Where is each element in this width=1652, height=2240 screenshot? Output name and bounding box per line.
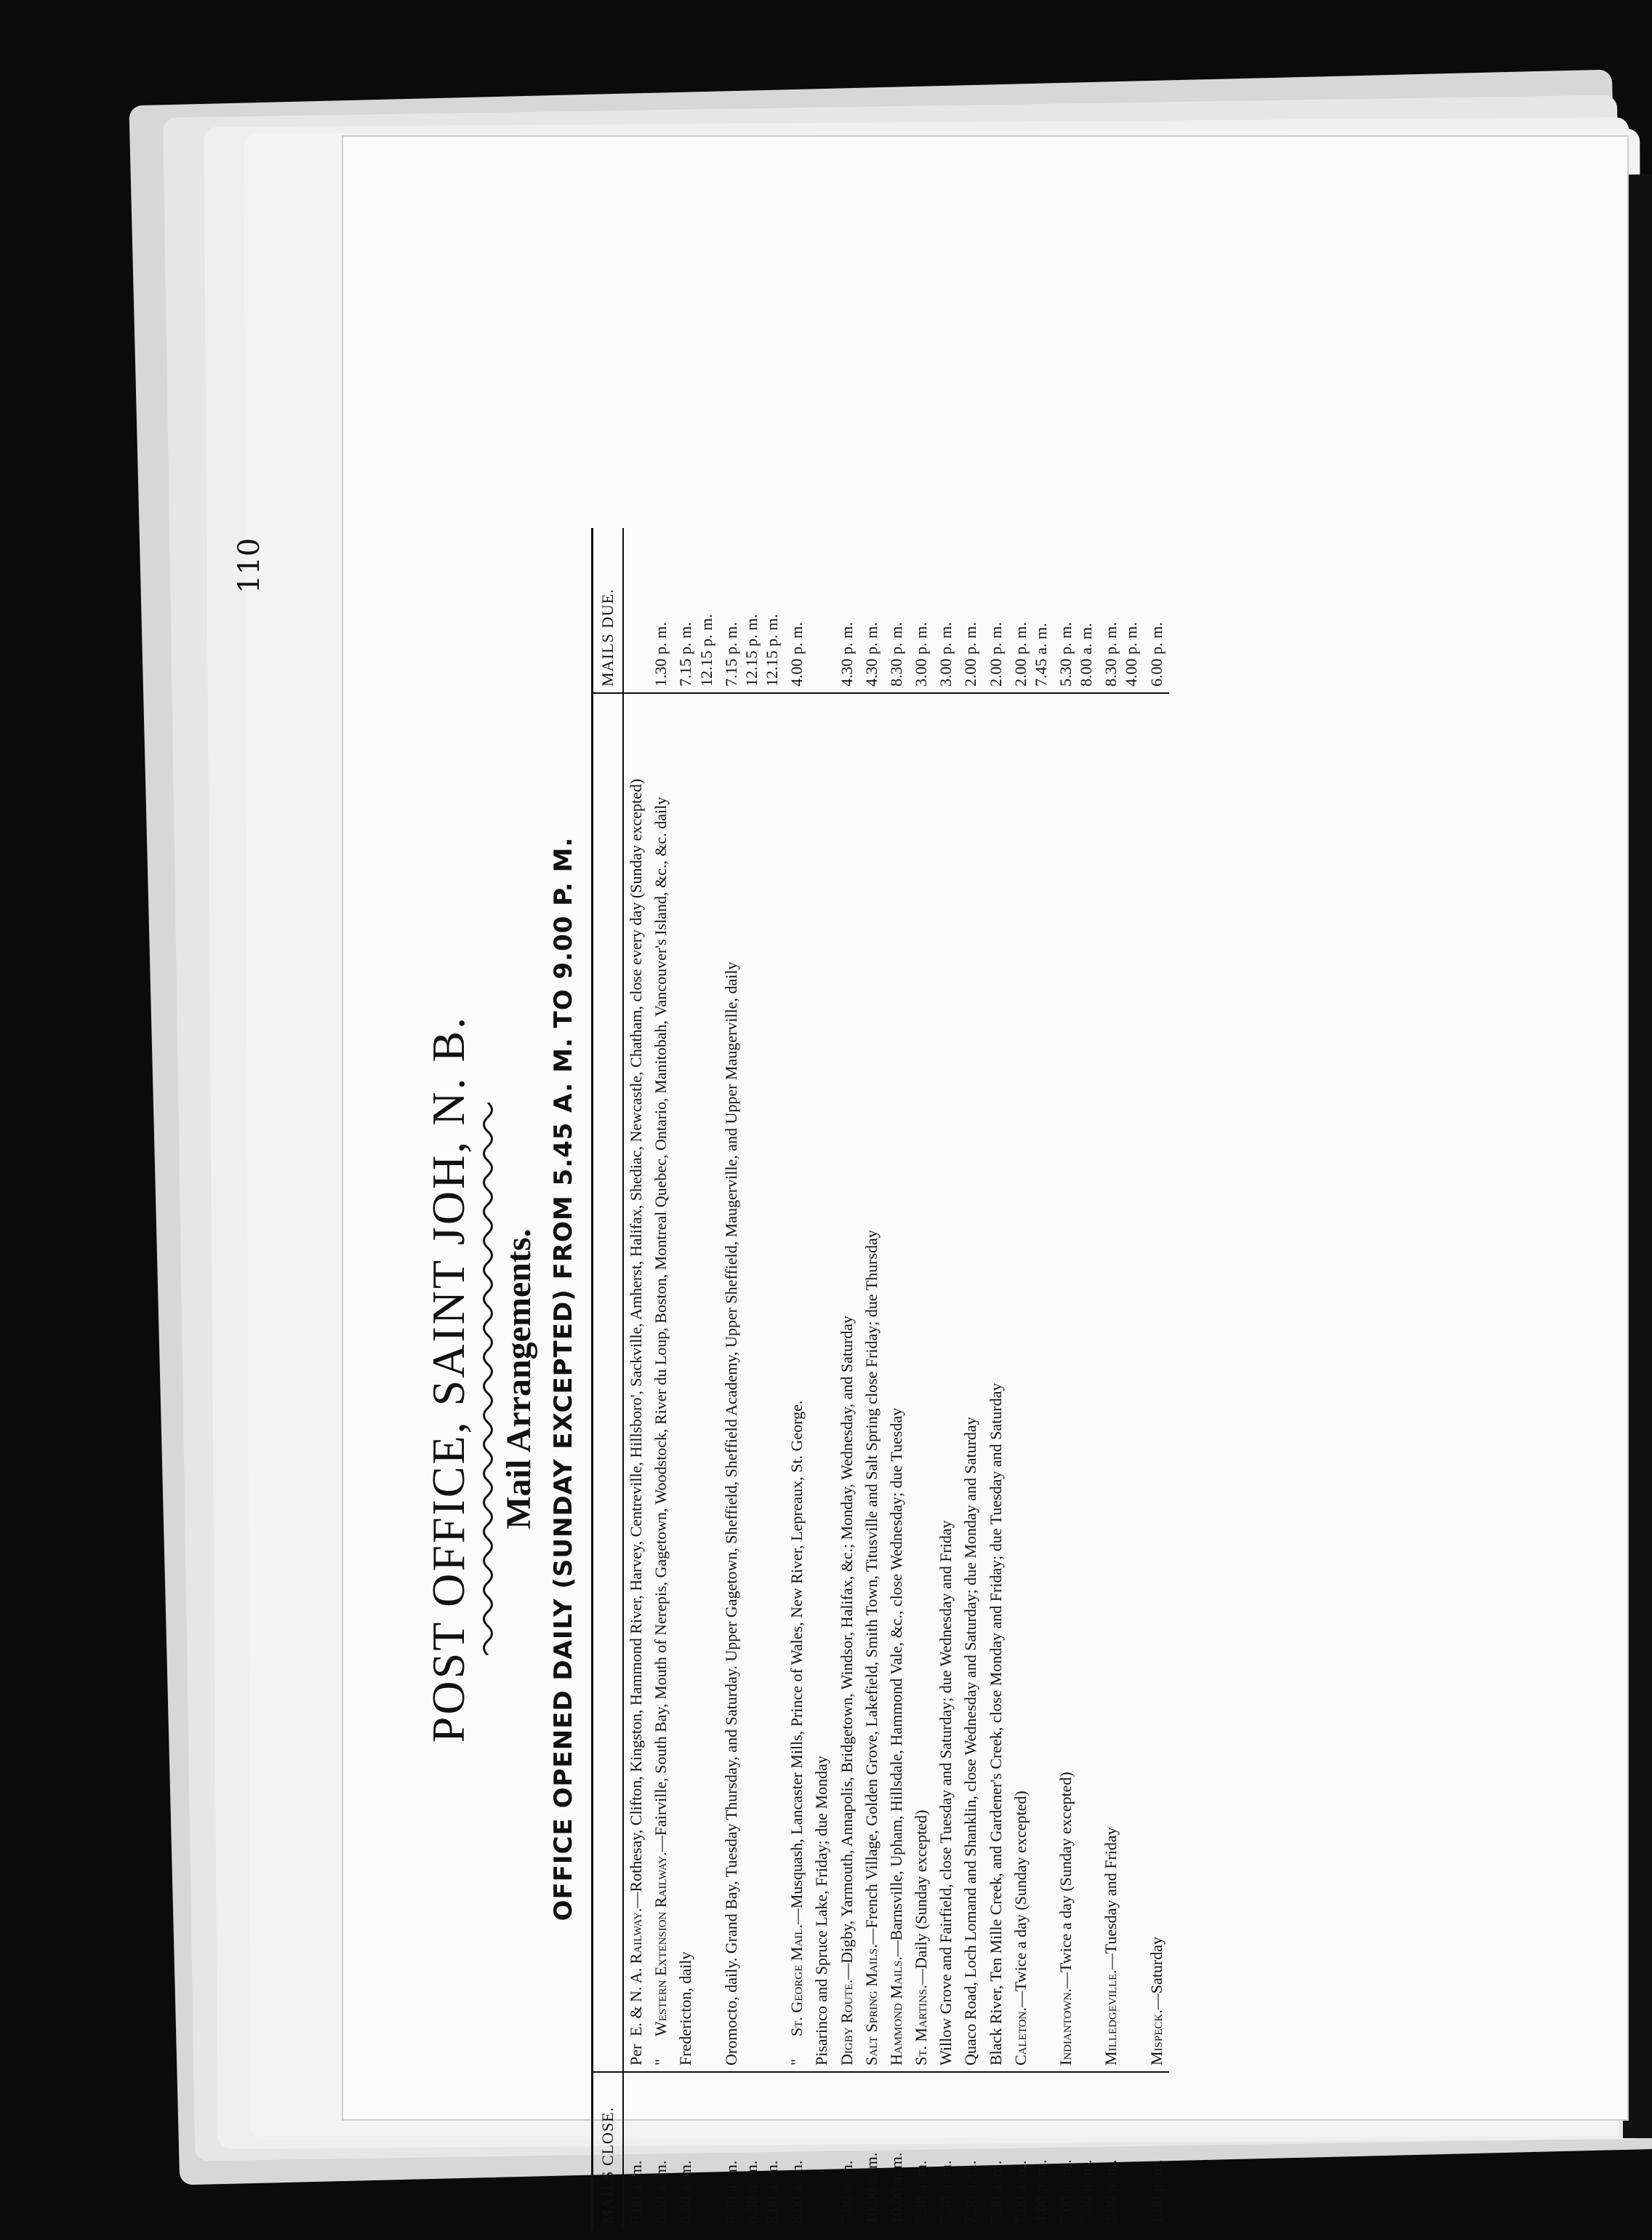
mail-due-time: 7.15 p. m. 12.15 p. m.	[673, 528, 718, 693]
mail-close-time: 1.00 p. m.	[1144, 2072, 1169, 2230]
table-row	[884, 528, 909, 2230]
mail-route	[909, 693, 934, 2072]
section-subtitle: Mail Arrangements.	[500, 1228, 538, 1529]
table-row	[623, 528, 649, 2230]
mail-close-time: 7.30 a. m.	[909, 2072, 934, 2230]
mail-route	[934, 693, 958, 2072]
mail-due-time: 5.30 p. m. 8.00 a. m.	[1054, 528, 1099, 693]
route-description: —Tuesday and Friday	[1102, 1827, 1120, 1970]
route-name: Salt Spring Mails.	[862, 1944, 881, 2065]
mail-close-time: 8.00 a. m.	[785, 2072, 809, 2230]
route-name: Hammond Mails.	[886, 1956, 905, 2065]
mail-close-time: 7.00 p. m. 7.30 p. m.	[1054, 2072, 1099, 2230]
mail-due-time: 2.00 p. m.	[958, 528, 983, 693]
table-row	[859, 528, 884, 2230]
mail-due-time	[623, 528, 649, 693]
route-description: —Fairville, South Bay, Mouth of Nerepis, Gagetown, Woodstock, River du Loup, Boston, Montreal Quebec, Ontario, Manitobah, Vancouver's Island, &c., &c. daily	[651, 796, 670, 1852]
mail-due-time	[809, 528, 834, 693]
mail-close-time: 6.00 a. m.	[623, 2072, 649, 2230]
mail-close-time: 10.00 a. m.	[859, 2072, 884, 2230]
mail-due-time: 2.00 p. m.	[984, 528, 1009, 693]
route-description: —Daily (Sunday excepted)	[912, 1809, 931, 1985]
route-name: Milledgeville.	[1102, 1969, 1120, 2065]
route-name: Mispeck.	[1147, 2009, 1166, 2065]
mails-due-header: MAILS DUE.	[593, 528, 624, 693]
table-row	[1054, 528, 1099, 2230]
route-description: —Twice a day (Sunday excepted)	[1011, 1791, 1030, 2008]
route-description: —Rothesay, Clifton, Kingston, Hammond River, Harvey, Centreville, Hillsboro', Sackville, Amherst, Halifax, Shediac, Newcastle, Chatham, close every day (Sunday excepted)	[627, 778, 646, 1908]
mail-close-time: 2.00 p. m.	[1099, 2072, 1144, 2230]
mail-route	[859, 693, 884, 2072]
table-row	[909, 528, 934, 2230]
table-row	[1009, 528, 1054, 2230]
mail-route	[1144, 693, 1169, 2072]
route-prefix: "	[651, 2059, 670, 2065]
mail-close-time: 10.00 a. m.	[884, 2072, 909, 2230]
route-name: Digby Route.	[837, 1979, 856, 2065]
table-row	[649, 528, 673, 2230]
mail-close-time	[809, 2072, 834, 2230]
mail-route	[785, 693, 809, 2072]
table-row	[984, 528, 1009, 2230]
route-prefix: Per	[627, 2044, 646, 2065]
mail-route	[1099, 693, 1144, 2072]
mail-due-time: 4.00 p. m.	[785, 528, 809, 693]
route-description: Pisarinco and Spruce Lake, Friday; due Monday	[812, 1756, 831, 2065]
route-description: —French Village, Golden Grove, Lakefield, Smith Town, Titusville and Salt Spring close Friday; due Thursday	[862, 1230, 881, 1945]
mail-route	[1009, 693, 1054, 2072]
route-header	[593, 693, 624, 2072]
mail-route	[649, 693, 673, 2072]
route-description: Black River, Ten Mille Creek, and Gardener's Creek, close Monday and Friday; due Tuesday and Saturday	[986, 1383, 1005, 2065]
office-hours: OFFICE OPENED DAILY (SUNDAY EXCEPTED) FROM 5.45 A. M. TO 9.00 P. M.	[549, 836, 578, 1921]
route-name: Caleton.	[1011, 2007, 1030, 2065]
mail-route	[673, 693, 718, 2072]
page-number: 110	[233, 537, 266, 593]
mail-due-time: 4.30 p. m.	[859, 528, 884, 693]
table-row	[958, 528, 983, 2230]
route-name: Western Extension Railway.	[651, 1852, 670, 2036]
route-name: Indiantown.	[1056, 1988, 1075, 2065]
route-prefix: "	[787, 2059, 806, 2065]
route-description: Oromocto, daily. Grand Bay, Tuesday Thursday, and Saturday. Upper Gagetown, Sheffield, Sheffield Academy, Upper Sheffield, Maugerville, and Upper Maugerville, daily	[721, 961, 740, 2065]
mail-close-time: 6.30 a. m.	[673, 2072, 718, 2230]
mail-schedule-table	[591, 528, 1169, 2230]
mail-route	[809, 693, 834, 2072]
mail-close-time: 7.30 a. m.	[934, 2072, 958, 2230]
mail-route	[1054, 693, 1099, 2072]
mail-route	[623, 693, 649, 2072]
mail-close-time: 6.30 a. m. 6.30 a. m. 8.00 a. m.	[719, 2072, 785, 2230]
route-description: Willow Grove and Fairfield, close Tuesday and Saturday; due Wednesday and Friday	[937, 1520, 955, 2065]
document-page	[233, 135, 1629, 2224]
mail-close-time: 7.30 a. m.	[958, 2072, 983, 2230]
table-header-row	[593, 528, 624, 2230]
route-name: E. & N. A. Railway.	[627, 1908, 646, 2036]
table-row	[1099, 528, 1144, 2230]
route-description: —Barnsville, Upham, Hillsdale, Hammond Vale, &c., close Wednesday; due Tuesday	[886, 1407, 905, 1957]
mail-due-time: 3.00 p. m.	[934, 528, 958, 693]
mail-due-time: 3.00 p. m.	[909, 528, 934, 693]
route-name: St. George Mail.	[787, 1924, 806, 2036]
mail-close-time: 6.30 a. m.	[649, 2072, 673, 2230]
mail-close-time: 7.30 a. m.	[984, 2072, 1009, 2230]
mail-route	[984, 693, 1009, 2072]
table-row	[719, 528, 785, 2230]
mail-due-time: 6.00 p. m.	[1144, 528, 1169, 693]
route-description: Fredericton, daily	[676, 1951, 695, 2065]
mail-route	[884, 693, 909, 2072]
table-row	[785, 528, 809, 2230]
mail-due-time: 1.30 p. m.	[649, 528, 673, 693]
table-row	[1144, 528, 1169, 2230]
wavy-rule	[480, 1103, 496, 1655]
table-row	[835, 528, 859, 2230]
mail-route	[719, 693, 785, 2072]
table-row	[809, 528, 834, 2230]
mail-close-time: 7.00 a. m. 4.00 p. m.	[1009, 2072, 1054, 2230]
route-description: Quaco Road, Loch Lomand and Shanklin, close Wednesday and Saturday; due Monday and Saturday	[961, 1417, 980, 2065]
route-description: —Musquash, Lancaster Mills, Prince of Wales, New River, Lepreaux, St. George.	[787, 1400, 806, 1925]
mails-close-header: MAILS CLOSE.	[593, 2072, 624, 2230]
mail-route	[958, 693, 983, 2072]
page-title: POST OFFICE, SAINT JOH, N. B.	[422, 1015, 474, 1743]
route-name: St. Martins.	[912, 1985, 931, 2065]
table-row	[673, 528, 718, 2230]
mail-due-time: 2.00 p. m. 7.45 a. m.	[1009, 528, 1054, 693]
route-description: —Saturday	[1147, 1937, 1166, 2010]
mail-close-time: 7.00 a. m.	[835, 2072, 859, 2230]
route-description: —Digby, Yarmouth, Annapolis, Bridgetown, Windsor, Halifax, &c.; Monday, Wednesday, and Saturday	[837, 1315, 856, 1980]
mail-route	[835, 693, 859, 2072]
mail-due-time: 8.30 p. m. 4.00 p. m.	[1099, 528, 1144, 693]
mail-due-time: 4.30 p. m.	[835, 528, 859, 693]
rotated-content	[233, 528, 1367, 2230]
mail-due-time: 7.15 p. m. 12.15 p. m. 12.15 p. m.	[719, 528, 785, 693]
route-description: —Twice a day (Sunday excepted)	[1056, 1772, 1075, 1989]
schedule-rows	[623, 528, 1169, 2230]
table-row	[934, 528, 958, 2230]
mail-due-time: 8.30 p. m.	[884, 528, 909, 693]
